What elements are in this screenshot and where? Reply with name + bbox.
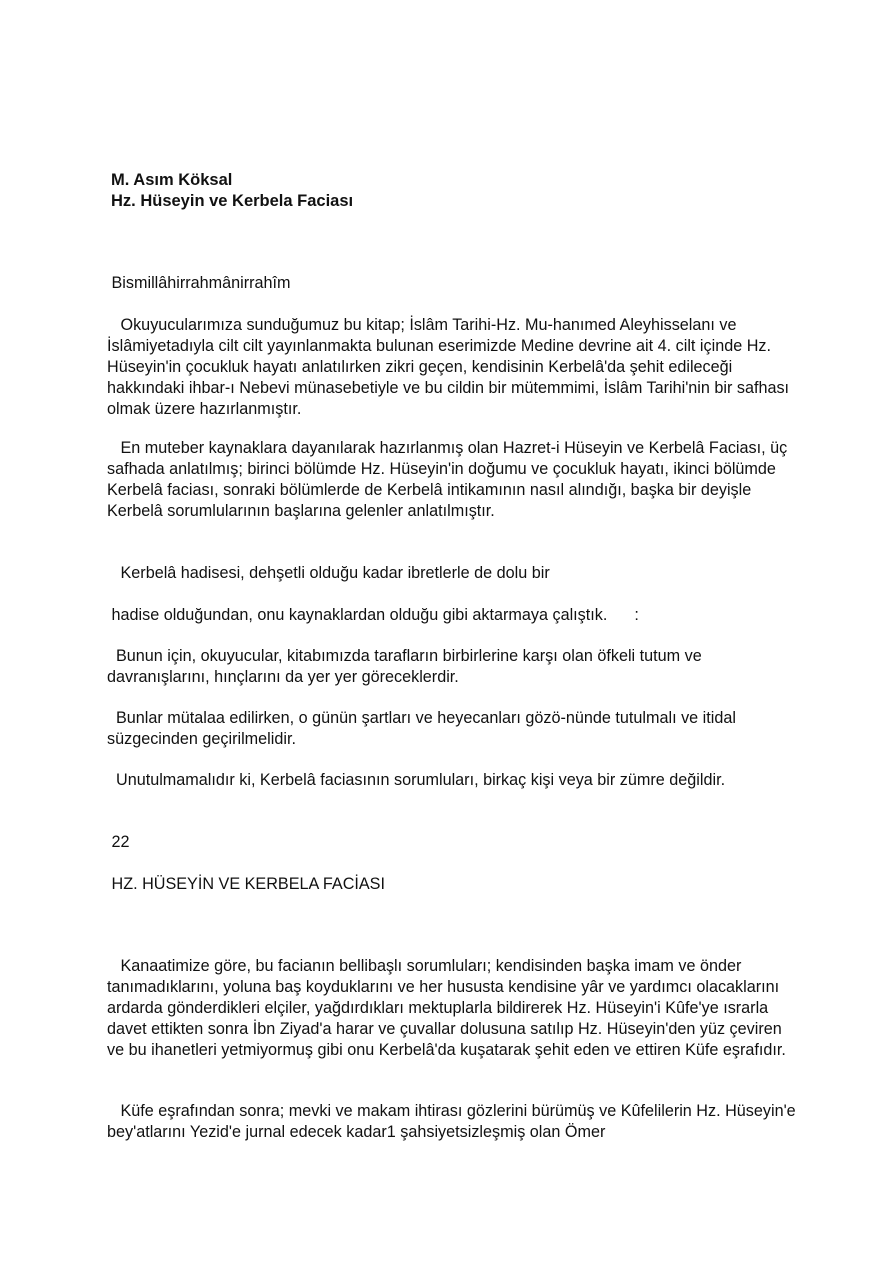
paragraph-sources: hadise olduğundan, onu kaynaklardan olduğu gibi aktarmaya çalıştık. : <box>107 606 639 624</box>
paragraph-responsibility: Unutulmamalıdır ki, Kerbelâ faciasının sorumluları, birkaç kişi veya bir zümre değildir. <box>107 771 726 789</box>
book-title: Hz. Hüseyin ve Kerbela Faciası <box>111 192 354 210</box>
page-number: 22 <box>107 833 130 851</box>
paragraph-after-kufe: Küfe eşrafından sonra; mevki ve makam ihtirası gözlerini bürümüş ve Kûfelilerin Hz. Hüseyin'e bey'atlarını Yezid'e jurnal edecek kadar1 şahsiyetsizleşmiş olan Ömer <box>107 1102 801 1141</box>
paragraph-kufe-nobles: Kanaatimize göre, bu facianın bellibaşlı sorumluları; kendisinden başka imam ve önder tanımadıklarını, yoluna baş koyduklarını ve her hususta kendisine yâr ve yardımcı olacaklarını ardarda gönderdikleri elçiler, yağdırdıkları mektuplarla bildirerek Hz. Hüseyin'i Kûfe'ye ısrarla davet ettikten sonra İbn Ziyad'a harar ve çuvallar dolusuna satılıp Hz. Hüseyin'den yüz çeviren ve bu ihanetleri yetmiyormuş gibi onu Kerbelâ'da kuşatarak şehit eden ve ettiren Küfe eşrafıdır. <box>107 957 787 1059</box>
document-heading <box>111 170 353 212</box>
author-name: M. Asım Köksal <box>111 171 233 189</box>
paragraph-kerbela-event: Kerbelâ hadisesi, dehşetli olduğu kadar ibretlerle de dolu bir <box>107 564 550 582</box>
paragraph-intro: Okuyucularımıza sunduğumuz bu kitap; İslâm Tarihi-Hz. Mu-hanımed Aleyhisselanı ve İslâmiyetadıyla cilt cilt yayınlanmakta bulunan eserimizde Medine devrine ait 4. cilt içinde Hz. Hüseyin'in çocukluk hayatı anlatılırken zikri geçen, kendisinin Kerbelâ'da şehit edileceği hakkındaki ihbar-ı Nebevi münasebetiyle ve bu cildin bir mütemmimi, İslâm Tarihi'nin bir safhası olmak üzere hazırlanmıştır. <box>107 316 794 418</box>
basmala: Bismillâhirrahmânirrahîm <box>107 274 291 292</box>
paragraph-readers: Bunun için, okuyucular, kitabımızda tarafların birbirlerine karşı olan öfkeli tutum ve davranışlarını, hınçlarını da yer yer göreceklerdir. <box>107 647 707 686</box>
running-header: HZ. HÜSEYİN VE KERBELA FACİASI <box>107 875 385 893</box>
paragraph-structure: En muteber kaynaklara dayanılarak hazırlanmış olan Hazret-i Hüseyin ve Kerbelâ Faciası, üç safhada anlatılmış; birinci bölümde Hz. Hüseyin'in doğumu ve çocukluk hayatı, ikinci bölümde Kerbelâ faciası, sonraki bölümlerde de Kerbelâ intikamının nasıl alındığı, başka bir deyişle Kerbelâ sorumlularının başlarına gelenler anlatılmıştır. <box>107 439 792 520</box>
paragraph-conditions: Bunlar mütalaa edilirken, o günün şartları ve heyecanları gözö-nünde tutulmalı ve itidal süzgecinden geçirilmelidir. <box>107 709 741 748</box>
